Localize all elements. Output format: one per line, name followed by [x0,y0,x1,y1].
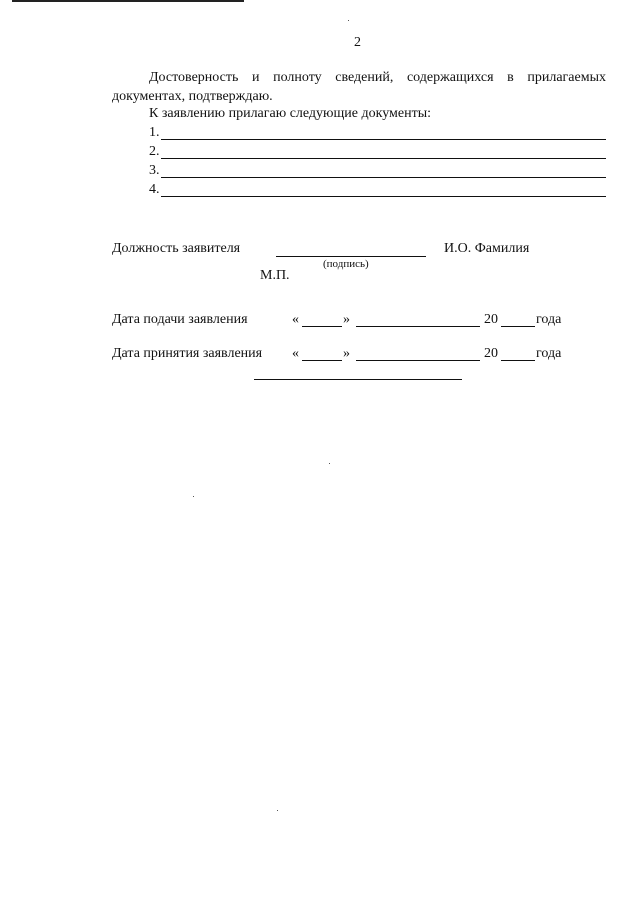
open-quote: « [292,346,299,361]
year-prefix: 20 [484,312,498,327]
acceptance-date-row [112,346,582,364]
stamp-place-label: М.П. [260,268,290,283]
year-blank [501,360,535,361]
close-quote: » [343,312,350,327]
attachments-intro: К заявлению прилагаю следующие документы: [149,106,432,121]
attachment-fill-line [161,139,606,140]
scan-speck [329,463,330,464]
signer-position-label: Должность заявителя [112,241,241,256]
attachment-number: 4. [149,182,160,197]
day-blank [302,360,342,361]
attachment-number: 2. [149,144,160,159]
page-number: 2 [354,35,361,50]
top-rule [12,0,244,2]
year-blank [501,326,535,327]
day-blank [302,326,342,327]
submission-date-row [112,312,582,330]
year-suffix: года [536,312,562,327]
attachment-number: 1. [149,125,160,140]
signature-caption: (подпись) [323,258,369,270]
attachment-fill-line [161,196,606,197]
signature-line [276,256,426,257]
signer-name: И.О. Фамилия [444,241,530,256]
month-blank [356,360,480,361]
year-suffix: года [536,346,562,361]
attachment-line-3 [149,163,606,179]
close-quote: » [343,346,350,361]
scan-speck [277,810,278,811]
open-quote: « [292,312,299,327]
attachment-line-4 [149,182,606,198]
attachment-line-2 [149,144,606,160]
attachment-fill-line [161,177,606,178]
date-label: Дата подачи заявления [112,312,248,327]
year-prefix: 20 [484,346,498,361]
scan-speck [193,496,194,497]
attachment-number: 3. [149,163,160,178]
date-label: Дата принятия заявления [112,346,263,361]
scan-speck [348,20,349,21]
attachment-line-1 [149,125,606,141]
attachment-fill-line [161,158,606,159]
month-blank [356,326,480,327]
confirmation-paragraph: Достоверность и полноту сведений, содержащихся в прилагаемых документах, подтверждаю. [112,70,606,104]
closing-rule [254,379,462,380]
